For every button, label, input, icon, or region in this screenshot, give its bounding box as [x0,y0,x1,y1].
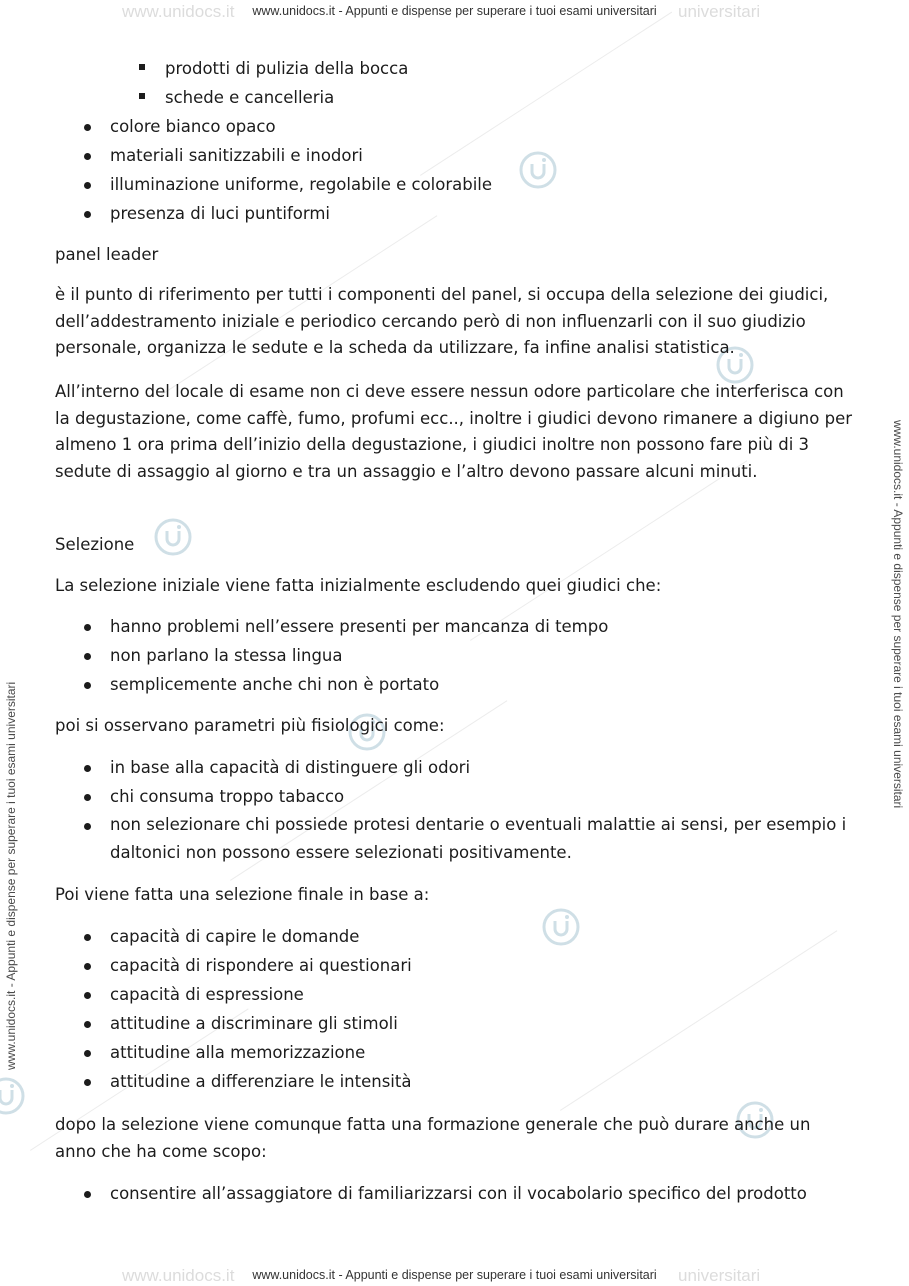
bullet-icon [84,823,91,830]
list-item: attitudine a differenziare le intensità [0,1067,850,1096]
list-item: in base alla capacità di distinguere gli odori [0,753,850,782]
bullet-icon [84,624,91,631]
sub-bullet-list [0,54,408,112]
bullet-list-esclusioni [0,612,909,699]
list-item: non selezionare chi possiede protesi dentarie o eventuali malattie ai sensi, per esempio i daltonici non possono essere selezionati positivamente. [0,811,850,867]
list-item: consentire all’assaggiatore di familiarizzarsi con il vocabolario specifico del prodotto [0,1179,870,1208]
bullet-icon [84,1050,91,1057]
list-item: attitudine alla memorizzazione [0,1038,850,1067]
side-watermark-right: www.unidocs.it - Appunti e dispense per superare i tuoi esami universitari [891,420,905,809]
bullet-icon [84,124,91,131]
bullet-icon [84,934,91,941]
list-item: schede e cancelleria [0,83,408,112]
paragraph-locale-esame: All’interno del locale di esame non ci deve essere nessun odore particolare che interferisca con la degustazione, come caffè, fumo, profumi ecc.., inoltre i giudici devono rimanere a digiuno per almeno 1 ora prima dell’inizio della degustazione, i giudici inoltre non possono fare più di 3 sedute di assaggio al giorno e tra un assaggio e l’altro devono passare alcuni minuti. [55,382,853,481]
paragraph-selezione-finale: Poi viene fatta una selezione finale in base a: [55,885,430,904]
bullet-icon [84,1079,91,1086]
list-item: materiali sanitizzabili e inodori [0,141,850,170]
list-item: illuminazione uniforme, regolabile e colorabile [0,170,850,199]
site-banner-bottom: www.unidocs.it - Appunti e dispense per superare i tuoi esami universitari [252,1268,657,1282]
list-item: attitudine a discriminare gli stimoli [0,1009,850,1038]
square-bullet-icon [139,64,145,70]
paragraph-panel-leader: è il punto di riferimento per tutti i componenti del panel, si occupa della selezione dei giudici, dell’addestramento iniziale e periodico cercando però di non influenzarli con il suo giudizio personale, organizza le sedute e la scheda da utilizzare, fa infine analisi statistica. [55,285,829,357]
bullet-icon [84,153,91,160]
bullet-icon [84,992,91,999]
bullet-icon [84,682,91,689]
ghost-watermark-top-left: www.unidocs.it [122,2,235,21]
list-item: colore bianco opaco [0,112,850,141]
bullet-list-scopo [0,1179,909,1208]
ghost-watermark-bottom-right: universitari [678,1266,761,1285]
ghost-watermark-top-right: universitari [678,2,761,21]
bullet-icon [84,794,91,801]
list-item: capacità di espressione [0,980,850,1009]
list-item: capacità di capire le domande [0,922,850,951]
list-item: chi consuma troppo tabacco [0,782,850,811]
list-item: semplicemente anche chi non è portato [0,670,850,699]
list-item: hanno problemi nell’essere presenti per mancanza di tempo [0,612,850,641]
bullet-icon [84,1191,91,1198]
side-watermark-left: www.unidocs.it - Appunti e dispense per superare i tuoi esami universitari [4,681,18,1070]
bullet-list-environment [0,112,909,228]
list-item: presenza di luci puntiformi [0,199,850,228]
paragraph-formazione: dopo la selezione viene comunque fatta una formazione generale che può durare anche un anno che ha come scopo: [55,1115,811,1161]
list-item: non parlano la stessa lingua [0,641,850,670]
bullet-list-selezione-finale [0,922,909,1096]
heading-selezione: Selezione [55,535,135,554]
bullet-list-fisiologici [0,753,909,867]
ghost-watermark-bottom-left: www.unidocs.it [122,1266,235,1285]
bullet-icon [84,765,91,772]
heading-panel-leader: panel leader [55,245,159,264]
bullet-icon [84,653,91,660]
bullet-icon [84,182,91,189]
paragraph-selezione-iniziale: La selezione iniziale viene fatta inizialmente escludendo quei giudici che: [55,576,662,595]
paragraph-fisiologici: poi si osservano parametri più fisiologici come: [55,716,445,735]
square-bullet-icon [139,93,145,99]
list-item: capacità di rispondere ai questionari [0,951,850,980]
list-item: prodotti di pulizia della bocca [0,54,408,83]
bullet-icon [84,1021,91,1028]
bullet-icon [84,963,91,970]
bullet-icon [84,211,91,218]
site-banner-top: www.unidocs.it - Appunti e dispense per superare i tuoi esami universitari [252,4,657,18]
